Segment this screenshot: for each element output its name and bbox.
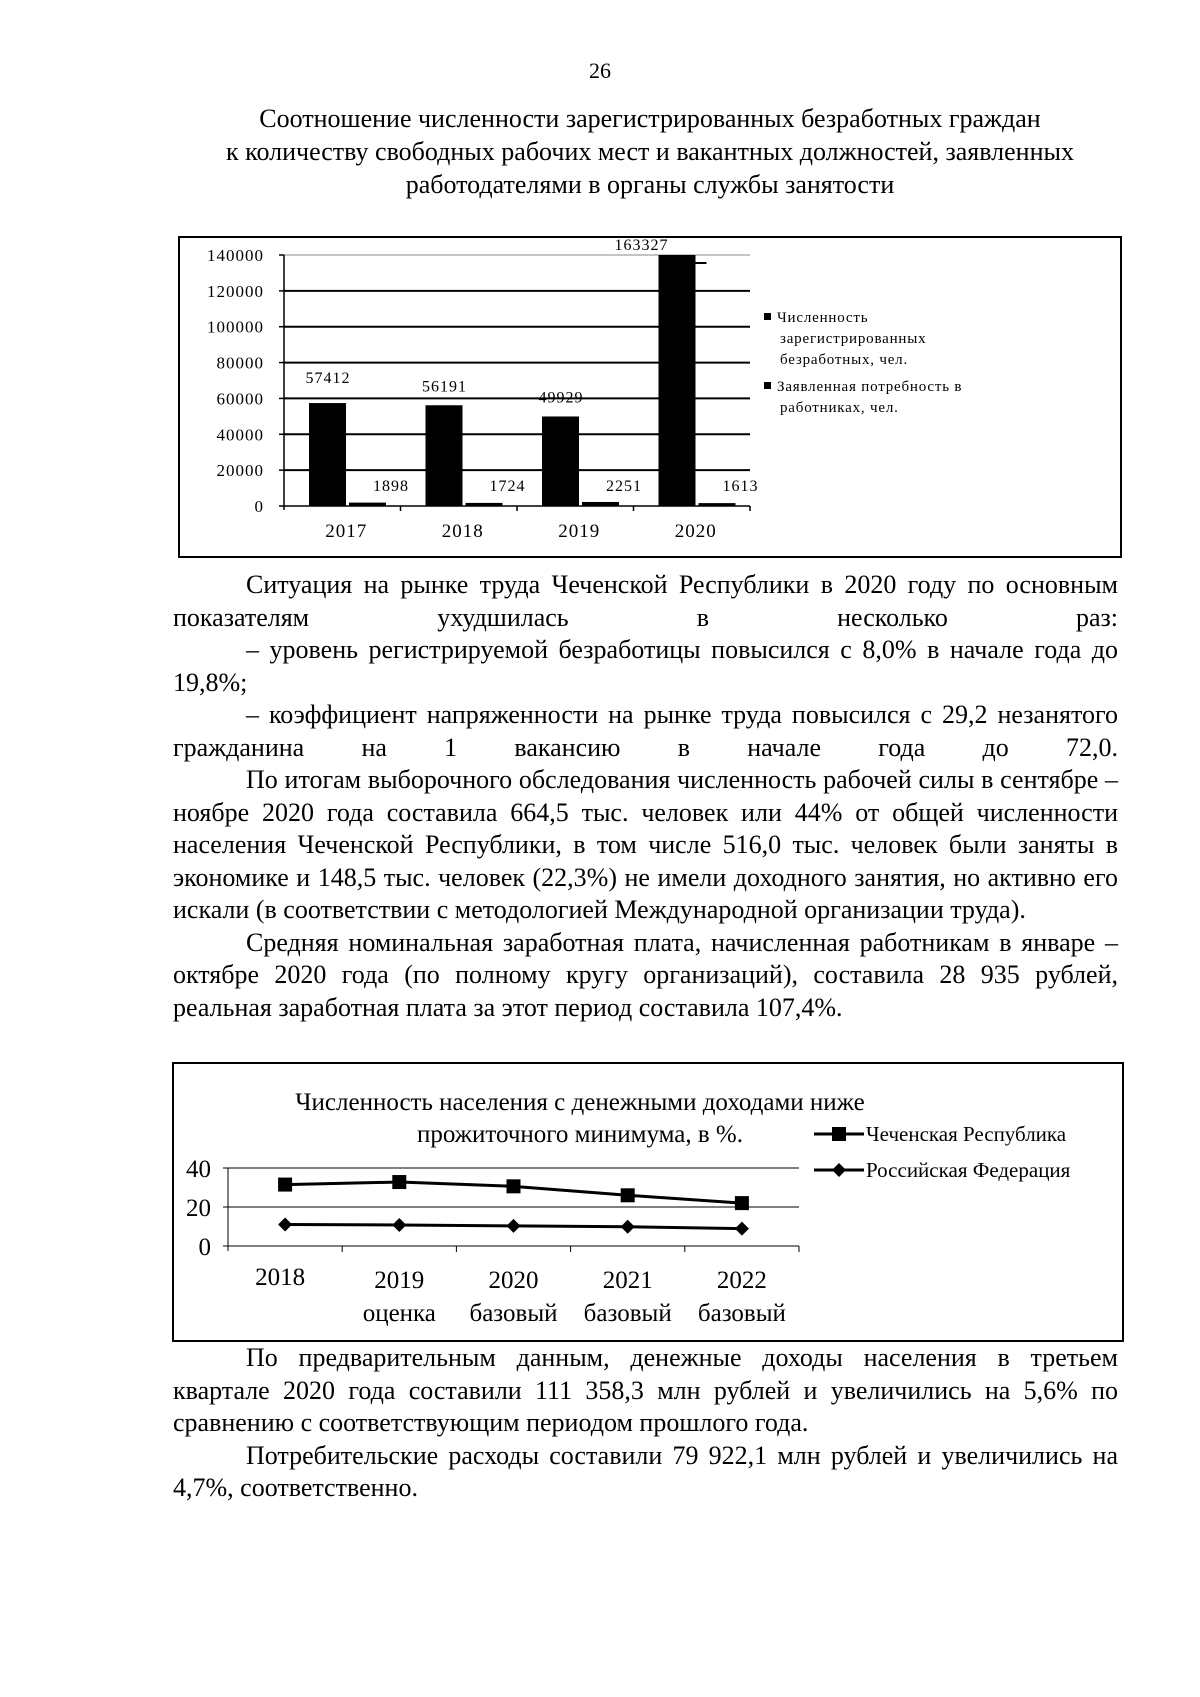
legend-marker-diamond (832, 1163, 846, 1177)
paragraph: Ситуация на рынке труда Чеченской Республики в 2020 году по основным показателям ухудшилась в несколько раз: (173, 570, 1118, 632)
x-tick-label: 2022 (716, 1267, 767, 1294)
y-tick-label: 0 (254, 497, 264, 516)
paragraph: – уровень регистрируемой безработицы повысился с 8,0% в начале года до 19,8%; (173, 635, 1118, 697)
text-section-income (173, 1342, 1118, 1505)
x-tick-sublabel: оценка (362, 1300, 436, 1327)
legend-marker (764, 382, 771, 389)
poverty-line-chart (172, 1062, 1124, 1342)
data-label: 1613 (722, 478, 759, 495)
paragraph: Средняя номинальная заработная плата, начисленная работникам в январе – октябре 2020 года (по полному кругу организаций), составила 28 935 рублей, реальная заработная плата за этот период составила 107,4%. (173, 927, 1118, 1022)
paragraph: По итогам выборочного обследования численность рабочей силы в сентябре – ноябре 2020 года составила 664,5 тыс. человек или 44% от общей численности населения Чеченской Республики, в том числе 516,0 тыс. человек были заняты в экономике и 148,5 тыс. человек (22,3%) не имели доходного занятия, но активно его искали (в соответствии с методологией Международной организации труда). (173, 765, 1118, 924)
chart-title: Численность населения с денежными доходами ниже (295, 1089, 865, 1116)
point-diamond (278, 1218, 292, 1232)
legend-label: Заявленная потребность в (777, 379, 963, 395)
unemployment-bar-chart (178, 236, 1122, 558)
bar-demand (349, 503, 386, 506)
data-label: 1724 (489, 478, 526, 495)
x-tick-label: 2018 (441, 521, 484, 542)
bar-unemployed (659, 255, 696, 506)
bar-unemployed (542, 416, 579, 506)
page-title (160, 102, 1140, 201)
legend-label: Чеченская Республика (866, 1122, 1067, 1146)
point-square (392, 1175, 406, 1189)
title-line: работодателями в органы службы занятости (405, 170, 895, 199)
legend-label: Российская Федерация (866, 1158, 1071, 1182)
x-tick-label: 2019 (558, 521, 601, 542)
y-tick-label: 0 (198, 1234, 211, 1261)
x-tick-label: 2021 (602, 1267, 653, 1294)
x-tick-sublabel: базовый (697, 1300, 786, 1327)
point-diamond (392, 1218, 406, 1232)
y-tick-label: 20000 (216, 461, 264, 481)
x-tick-sublabel: базовый (469, 1300, 558, 1327)
line-chart-svg (174, 1064, 1122, 1340)
point-square (507, 1179, 521, 1193)
bar-demand (582, 502, 619, 506)
bar-unemployed (426, 405, 463, 506)
legend-label: работниках, чел. (780, 400, 899, 416)
point-square (278, 1178, 292, 1192)
bar-demand (466, 503, 503, 506)
title-line: Соотношение численности зарегистрированных безработных граждан (259, 104, 1041, 133)
point-diamond (735, 1222, 749, 1236)
x-tick-label: 2020 (674, 521, 717, 542)
data-label: 56191 (422, 378, 467, 396)
page-number: 26 (589, 58, 611, 83)
x-tick-label: 2019 (374, 1267, 425, 1294)
legend-label: зарегистрированных (780, 331, 927, 347)
legend-label: безработных, чел. (780, 352, 908, 368)
point-diamond (507, 1219, 521, 1233)
data-label: 1898 (373, 478, 409, 495)
point-square (621, 1188, 635, 1202)
x-tick-label: 2018 (255, 1264, 306, 1291)
x-tick-label: 2017 (325, 521, 368, 542)
y-tick-label: 40000 (216, 425, 264, 445)
x-tick-label: 2020 (488, 1267, 539, 1294)
data-label: 57412 (305, 370, 351, 388)
title-line: к количеству свободных рабочих мест и вакантных должностей, заявленных (226, 137, 1074, 166)
data-label: 2251 (606, 478, 642, 495)
bar-demand (699, 503, 736, 506)
legend-label: Численность (777, 310, 869, 326)
legend-marker (764, 313, 771, 320)
y-tick-label: 20 (186, 1195, 211, 1222)
y-tick-label: 60000 (216, 389, 264, 409)
point-diamond (621, 1220, 635, 1234)
legend-marker-square (832, 1127, 846, 1141)
bar-chart-svg (180, 238, 1120, 556)
y-tick-label: 100000 (207, 317, 264, 337)
y-tick-label: 80000 (216, 353, 264, 373)
paragraph: – коэффициент напряженности на рынке труда повысился с 29,2 незанятого гражданина на 1 вакансию в начале года до 72,0. (173, 700, 1118, 762)
data-label: 49929 (538, 389, 584, 407)
data-label: 163327 (614, 238, 669, 254)
y-tick-label: 140000 (207, 246, 264, 265)
point-square (735, 1196, 749, 1210)
chart-title: прожиточного минимума, в %. (416, 1121, 744, 1148)
text-section-labor-market (173, 569, 1118, 1024)
bar-unemployed (309, 403, 346, 506)
paragraph: Потребительские расходы составили 79 922,1 млн рублей и увеличились на 4,7%, соответственно. (173, 1440, 1118, 1502)
paragraph: По предварительным данным, денежные доходы населения в третьем квартале 2020 года составили 111 358,3 млн рублей и увеличились на 5,6% по сравнению с соответствующим периодом прошлого года. (173, 1343, 1118, 1437)
x-tick-sublabel: базовый (583, 1300, 672, 1327)
y-tick-label: 40 (186, 1156, 211, 1183)
y-tick-label: 120000 (207, 281, 264, 301)
